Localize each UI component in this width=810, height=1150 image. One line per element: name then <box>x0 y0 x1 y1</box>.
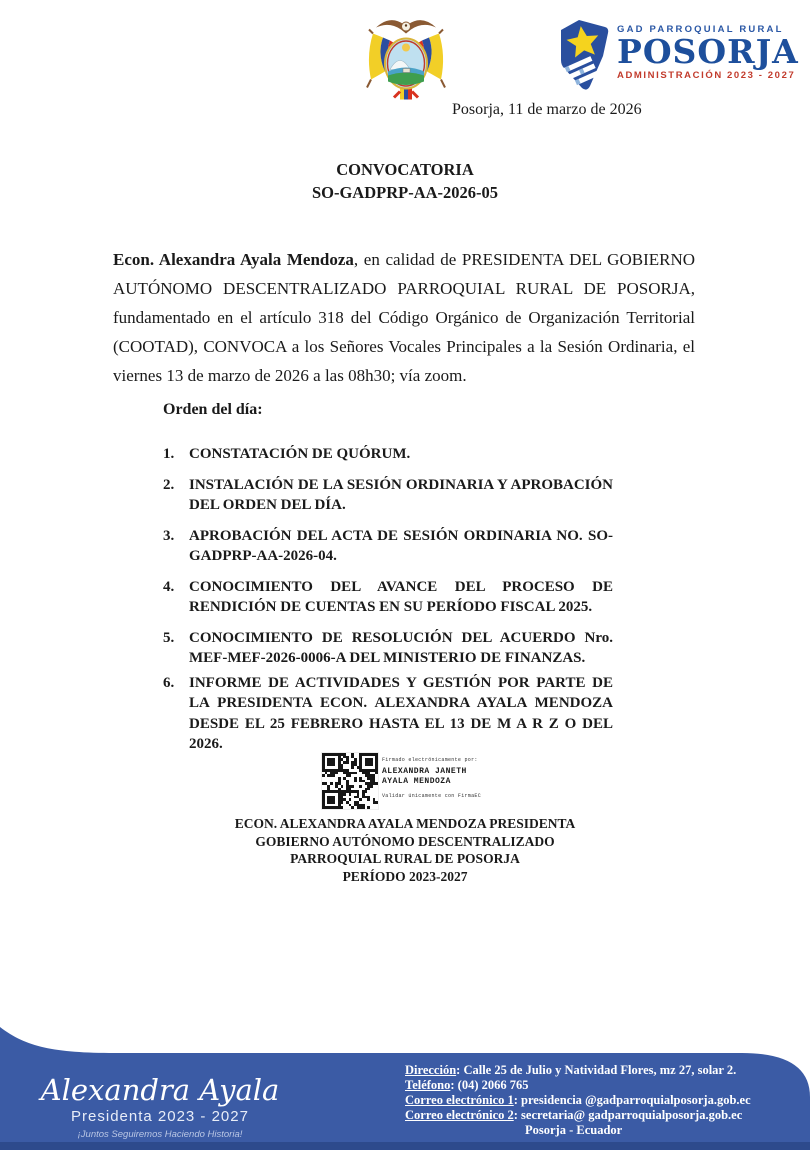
item-text: CONOCIMIENTO DEL AVANCE DEL PROCESO DE RENDICIÓN DE CUENTAS EN SU PERÍODO FISCAL 2025. <box>189 578 613 615</box>
orden-item <box>163 526 613 567</box>
stamp-small-top: Firmado electrónicamente por: <box>382 757 478 763</box>
contact-line <box>405 1108 775 1123</box>
qr-code-icon <box>322 753 378 809</box>
stamp-text <box>382 753 481 799</box>
signature-line-3: PARROQUIAL RURAL DE POSORJA <box>290 851 520 866</box>
doc-title: CONVOCATORIA <box>336 160 474 179</box>
signature-block <box>0 815 810 885</box>
item-text: INFORME DE ACTIVIDADES Y GESTIÓN POR PARTE DE LA PRESIDENTA ECON. ALEXANDRA AYALA MENDOZA DESDE EL 25 FEBRERO HASTA EL 13 DE M A R Z O DEL 2026. <box>189 674 613 752</box>
orden-item <box>163 475 613 516</box>
item-number: 2. <box>163 476 175 493</box>
body-lead-bold: Econ. Alexandra Ayala Mendoza <box>113 250 354 269</box>
logo-shield-icon <box>557 18 609 98</box>
footer-slogan: ¡Juntos Seguiremos Haciendo Historia! <box>77 1129 243 1140</box>
signature-line-4: PERÍODO 2023-2027 <box>342 868 468 884</box>
stamp-small-bottom: Validar únicamente con FirmaEC <box>382 793 482 799</box>
contact-label: Teléfono <box>405 1078 451 1092</box>
posorja-logo <box>557 18 799 98</box>
contact-label: Correo electrónico 2 <box>405 1108 514 1122</box>
body-paragraph <box>113 245 695 390</box>
contact-value: : secretaria@ gadparroquialposorja.gob.ec <box>513 1108 743 1122</box>
footer-contact <box>405 1063 775 1138</box>
item-text: CONSTATACIÓN DE QUÓRUM. <box>189 446 411 462</box>
contact-line <box>405 1078 775 1093</box>
stamp-name-line1: ALEXANDRA JANETH <box>382 767 467 776</box>
ecuador-coat-of-arms-icon <box>364 13 448 106</box>
item-text: APROBACIÓN DEL ACTA DE SESIÓN ORDINARIA NO. SO-GADPRP-AA-2026-04. <box>189 527 613 564</box>
contact-value: : (04) 2066 765 <box>450 1078 529 1092</box>
footer-banner <box>0 1027 810 1150</box>
item-number: 1. <box>163 446 175 462</box>
title-block <box>0 158 810 204</box>
orden-label: Orden del día: <box>163 401 263 418</box>
signature-line-1: ECON. ALEXANDRA AYALA MENDOZA PRESIDENTA <box>234 816 576 831</box>
stamp-name-line2: AYALA MENDOZA <box>382 776 451 786</box>
orden-list <box>163 444 613 765</box>
contact-line <box>405 1093 775 1108</box>
footer-name-script: Alexandra Ayala <box>40 1073 280 1107</box>
item-text: CONOCIMIENTO DE RESOLUCIÓN DEL ACUERDO Nro. MEF-MEF-2026-0006-A DEL MINISTERIO DE FINANZAS. <box>189 629 613 666</box>
contact-value: : presidencia @gadparroquialposorja.gob.ec <box>513 1093 751 1107</box>
footer-left <box>30 1075 290 1140</box>
orden-item <box>163 673 613 755</box>
signature-stamp <box>322 753 481 809</box>
contact-line <box>405 1063 775 1078</box>
date-line: Posorja, 11 de marzo de 2026 <box>452 101 642 118</box>
logo-gad-line: GAD PARROQUIAL RURAL <box>617 24 784 35</box>
contact-value: : Calle 25 de Julio y Natividad Flores, mz 27, solar 2. <box>456 1063 737 1077</box>
logo-admin-line: ADMINISTRACIÓN 2023 - 2027 <box>617 70 796 81</box>
item-number: 4. <box>163 578 175 595</box>
item-number: 5. <box>163 629 175 646</box>
orden-item <box>163 577 613 618</box>
logo-text <box>617 18 799 81</box>
orden-item <box>163 444 613 465</box>
logo-name: POSORJA <box>617 32 799 71</box>
item-text: INSTALACIÓN DE LA SESIÓN ORDINARIA Y APROBACIÓN DEL ORDEN DEL DÍA. <box>189 476 613 513</box>
body-text: , en calidad de PRESIDENTA DEL GOBIERNO AUTÓNOMO DESCENTRALIZADO PARROQUIAL RURAL DE POSORJA, fundamentado en el artículo 318 del Código Orgánico de Organización Territorial (COOTAD), CONVOCA a los Señores Vocales Principales a la Sesión Ordinaria, el viernes 13 de marzo de 2026 a las 08h30; vía zoom. <box>113 250 696 385</box>
orden-item <box>163 628 613 669</box>
signature-line-2: GOBIERNO AUTÓNOMO DESCENTRALIZADO <box>255 833 555 849</box>
item-number: 3. <box>163 527 175 544</box>
contact-label: Dirección <box>405 1063 457 1077</box>
footer-location: Posorja - Ecuador <box>525 1123 623 1137</box>
contact-label: Correo electrónico 1 <box>405 1093 514 1107</box>
footer-subtitle: Presidenta 2023 - 2027 <box>71 1108 249 1125</box>
doc-code: SO-GADPRP-AA-2026-05 <box>311 183 499 202</box>
item-number: 6. <box>163 674 175 691</box>
